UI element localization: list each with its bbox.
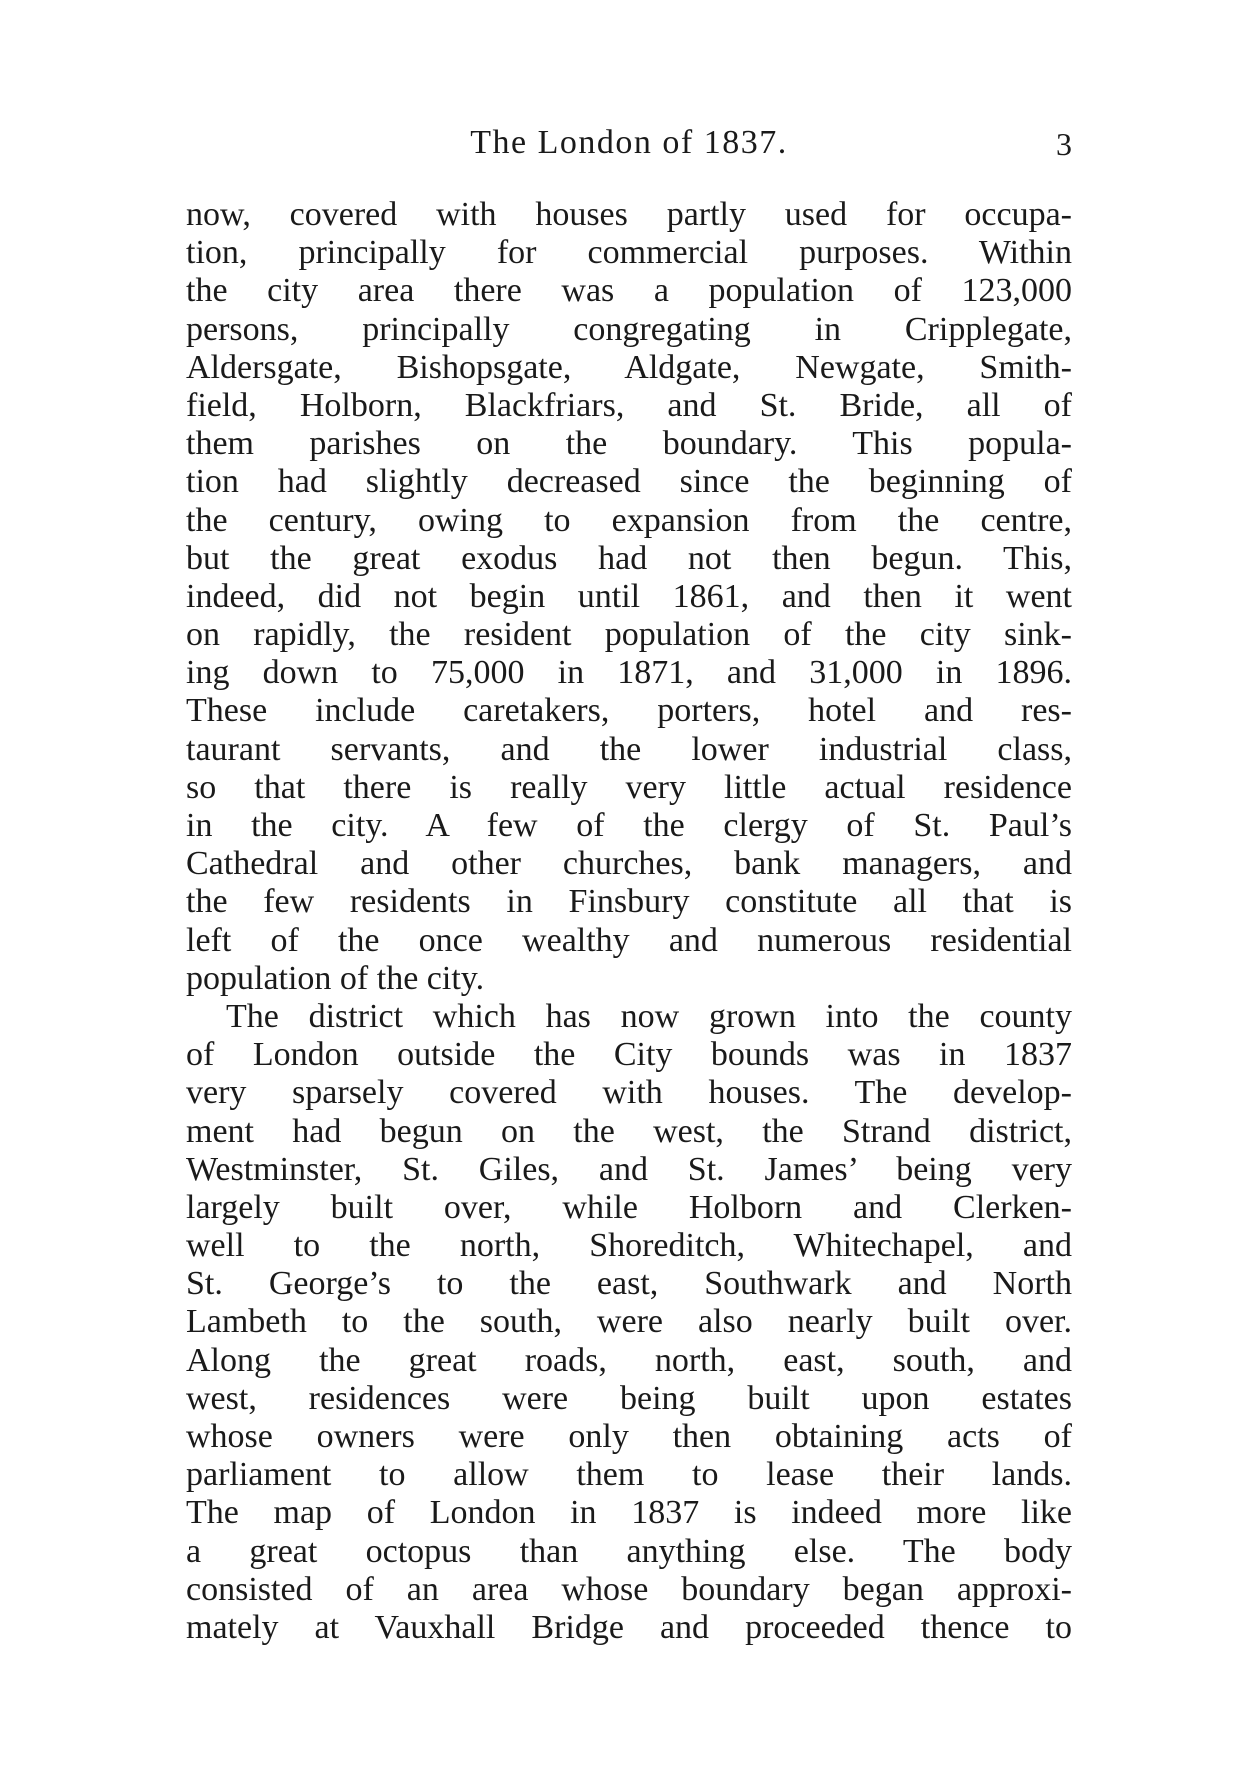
text-line: Along the great roads, north, east, south, and bbox=[186, 1341, 1072, 1379]
text-line: St. George’s to the east, Southwark and North bbox=[186, 1265, 1072, 1303]
text-line: in the city. A few of the clergy of St. Paul’s bbox=[186, 807, 1072, 844]
text-line: Cathedral and other churches, bank managers, and bbox=[186, 845, 1072, 883]
text-line: tion had slightly decreased since the beginning of bbox=[186, 463, 1072, 501]
text-line: so that there is really very little actual residence bbox=[186, 768, 1072, 806]
text-line: them parishes on the boundary. This popula- bbox=[186, 425, 1072, 463]
text-line: of London outside the City bounds was in 1837 bbox=[186, 1036, 1072, 1074]
text-line: left of the once wealthy and numerous residential bbox=[186, 921, 1072, 959]
text-line: ing down to 75,000 in 1871, and 31,000 in 1896. bbox=[186, 654, 1072, 692]
text-line: Lambeth to the south, were also nearly built over. bbox=[186, 1303, 1072, 1341]
text-line: These include caretakers, porters, hotel and res- bbox=[186, 692, 1072, 730]
text-line: but the great exodus had not then begun. This, bbox=[186, 539, 1072, 577]
text-line: population of the city. bbox=[186, 959, 485, 997]
running-title: The London of 1837. bbox=[470, 124, 788, 161]
text-line: The map of London in 1837 is indeed more like bbox=[186, 1494, 1072, 1532]
text-line: tion, principally for commercial purposes. Within bbox=[186, 234, 1072, 272]
text-line: Aldersgate, Bishopsgate, Aldgate, Newgate, Smith- bbox=[186, 348, 1072, 386]
text-line: consisted of an area whose boundary began approxi- bbox=[186, 1570, 1072, 1608]
text-line: parliament to allow them to lease their lands. bbox=[186, 1456, 1072, 1494]
paragraph bbox=[186, 196, 1072, 998]
text-line: largely built over, while Holborn and Clerken- bbox=[186, 1188, 1072, 1226]
text-line: persons, principally congregating in Cripplegate, bbox=[186, 310, 1072, 348]
text-line: on rapidly, the resident population of the city sink- bbox=[186, 616, 1072, 654]
text-line: taurant servants, and the lower industrial class, bbox=[186, 730, 1072, 768]
text-line: a great octopus than anything else. The body bbox=[186, 1532, 1072, 1570]
text-line: the century, owing to expansion from the centre, bbox=[186, 501, 1072, 539]
text-line: very sparsely covered with houses. The develop- bbox=[186, 1074, 1072, 1112]
text-line: the few residents in Finsbury constitute all that is bbox=[186, 883, 1072, 921]
page-number: 3 bbox=[1056, 126, 1072, 162]
text-line: whose owners were only then obtaining acts of bbox=[186, 1418, 1072, 1455]
text-line: well to the north, Shoreditch, Whitechapel, and bbox=[186, 1227, 1072, 1265]
text-line: field, Holborn, Blackfriars, and St. Bride, all of bbox=[186, 386, 1072, 424]
text-line: The district which has now grown into the county bbox=[226, 997, 1072, 1035]
text-line: west, residences were being built upon estates bbox=[186, 1379, 1072, 1417]
paragraph bbox=[186, 998, 1072, 1647]
text-line: mately at Vauxhall Bridge and proceeded thence to bbox=[186, 1608, 1072, 1646]
text-line: ment had begun on the west, the Strand district, bbox=[186, 1112, 1072, 1150]
text-line: Westminster, St. Giles, and St. James’ being very bbox=[186, 1150, 1072, 1188]
body-text bbox=[186, 196, 1072, 1647]
running-header bbox=[186, 124, 1072, 174]
text-line: the city area there was a population of 123,000 bbox=[186, 272, 1072, 310]
text-line: indeed, did not begin until 1861, and then it went bbox=[186, 577, 1072, 615]
text-line: now, covered with houses partly used for occupa- bbox=[186, 196, 1072, 233]
